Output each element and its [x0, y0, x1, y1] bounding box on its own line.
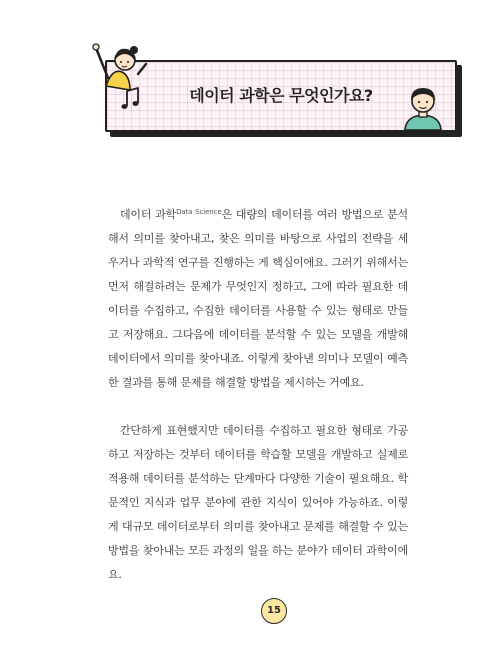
boy-character-icon: [400, 84, 446, 130]
paragraph-1-start: 데이터 과학: [120, 208, 177, 221]
girl-character-icon: [90, 38, 148, 90]
body-text: [108, 200, 408, 611]
paragraph-1: [108, 200, 408, 395]
chapter-title: 데이터 과학은 무엇인가요?: [189, 86, 373, 105]
paragraph-2: 간단하게 표현했지만 데이터를 수집하고 필요한 형태로 가공하고 저장하는 것부터 데이터를 학습할 모델을 개발하고 실제로 적용해 데이터를 분석하는 단계마다 다양한 기술이 필요해요. 학문적인 지식과 업무 분야에 관한 지식이 있어야 가능하죠. 이렇게 대규모 데이터로부터 의미를 찾아내고 문제를 해결할 수 있는 방법을 찾아내는 모든 과정의 일을 하는 분야가 데이터 과학이에요.: [108, 424, 408, 581]
music-note-icon: [120, 86, 142, 112]
term-annotation: Data Science: [176, 208, 222, 216]
page-number: 15: [261, 598, 287, 624]
paragraph-1-rest: 은 대량의 데이터를 여러 방법으로 분석해서 의미를 찾아내고, 찾은 의미를 바탕으로 사업의 전략을 세우거나 과학적 연구를 진행하는 게 핵심이에요. 그러기 위해서는 먼저 해결하려는 문제가 무엇인지 정하고, 그에 따라 필요한 데이터를 수집하고, 수집한 데이터를 사용할 수 있는 형태로 만들고 저장해요. 그다음에 데이터를 분석할 수 있는 모델을 개발해 데이터에서 의미를 찾아내죠. 이렇게 찾아낸 의미나 모델이 예측한 결과를 통해 문제를 해결할 방법을 제시하는 거예요.: [108, 208, 408, 389]
